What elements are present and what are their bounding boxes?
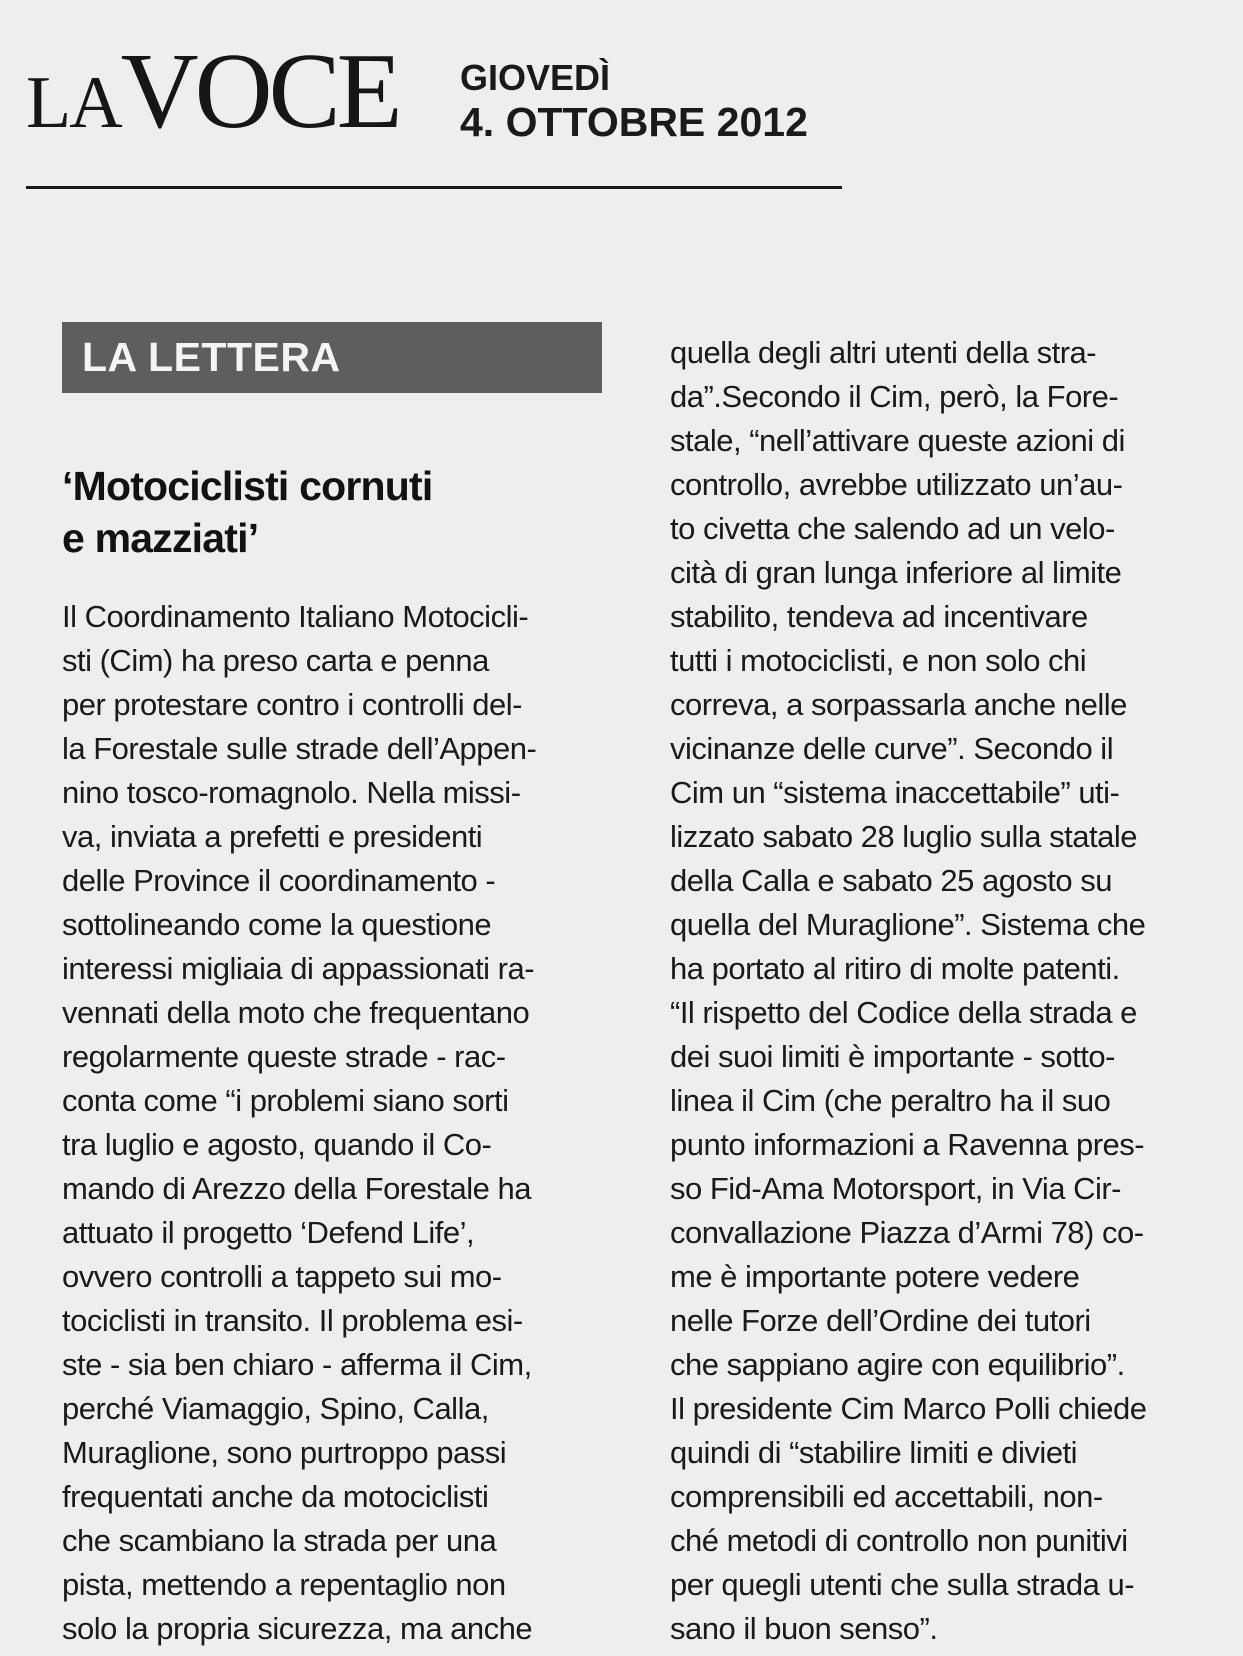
article-column-left	[62, 595, 622, 1651]
article-text-line: linea il Cim (che peraltro ha il suo	[670, 1083, 1111, 1118]
article-text-line: “Il rispetto del Codice della strada e	[670, 995, 1137, 1030]
article-text-line: quella del Muraglione”. Sistema che	[670, 907, 1146, 942]
article-column-right	[670, 331, 1225, 1651]
article-text-line: correva, a sorpassarla anche nelle	[670, 687, 1127, 722]
masthead-divider	[26, 186, 842, 189]
article-text-line: Muraglione, sono purtroppo passi	[62, 1435, 507, 1470]
article-text-line: ovvero controlli a tappeto sui mo-	[62, 1259, 502, 1294]
article-text-line: che scambiano la strada per una	[62, 1523, 497, 1558]
article-text-line: tociclisti in transito. Il problema esi-	[62, 1303, 523, 1338]
article-text-line: conta come “i problemi siano sorti	[62, 1083, 509, 1118]
article-text-line: vicinanze delle curve”. Secondo il	[670, 731, 1114, 766]
article-text-line: pista, mettendo a repentaglio non	[62, 1567, 506, 1602]
article-text-line: perché Viamaggio, Spino, Calla,	[62, 1391, 489, 1426]
article-text-line: controllo, avrebbe utilizzato un’au-	[670, 467, 1123, 502]
article-text-line: convallazione Piazza d’Armi 78) co-	[670, 1215, 1144, 1250]
issue-date	[460, 58, 808, 146]
article-text-line: sano il buon senso”.	[670, 1611, 938, 1646]
article-text-line: ha portato al ritiro di molte patenti.	[670, 951, 1120, 986]
article-text-line: tutti i motociclisti, e non solo chi	[670, 643, 1087, 678]
article-text-line: lizzato sabato 28 luglio sulla statale	[670, 819, 1137, 854]
issue-day: GIOVEDÌ	[460, 57, 611, 98]
article-text-line: nino tosco-romagnolo. Nella missi-	[62, 775, 521, 810]
section-label: LA LETTERA	[62, 322, 602, 393]
article-text-line: ste - sia ben chiaro - afferma il Cim,	[62, 1347, 532, 1382]
article-text-line: quindi di “stabilire limiti e divieti	[670, 1435, 1078, 1470]
article-text-line: Il Coordinamento Italiano Motocicli-	[62, 599, 529, 634]
article-text-line: per protestare contro i controlli del-	[62, 687, 523, 722]
article-text-line: attuato il progetto ‘Defend Life’,	[62, 1215, 475, 1250]
article-text-line: tra luglio e agosto, quando il Co-	[62, 1127, 492, 1162]
article-text-line: cità di gran lunga inferiore al limite	[670, 555, 1122, 590]
headline-line: ‘Motociclisti cornuti	[62, 463, 433, 509]
article-text-line: dei suoi limiti è importante - sotto-	[670, 1039, 1115, 1074]
article-text-line: vennati della moto che frequentano	[62, 995, 530, 1030]
article-text-line: mando di Arezzo della Forestale ha	[62, 1171, 531, 1206]
article-text-line: frequentati anche da motociclisti	[62, 1479, 489, 1514]
article-text-line: sottolineando come la questione	[62, 907, 492, 942]
article-text-line: della Calla e sabato 25 agosto su	[670, 863, 1112, 898]
article-text-line: me è importante potere vedere	[670, 1259, 1080, 1294]
article-text-line: sti (Cim) ha preso carta e penna	[62, 643, 489, 678]
newspaper-logo: LAVOCE	[26, 32, 399, 151]
article-text-line: va, inviata a prefetti e presidenti	[62, 819, 483, 854]
article-text-line: nelle Forze dell’Ordine dei tutori	[670, 1303, 1091, 1338]
article-text-line: punto informazioni a Ravenna pres-	[670, 1127, 1145, 1162]
article-headline	[62, 460, 602, 564]
article-text-line: Cim un “sistema inaccettabile” uti-	[670, 775, 1120, 810]
article-text-line: to civetta che salendo ad un velo-	[670, 511, 1115, 546]
article-text-line: so Fid-Ama Motorsport, in Via Cir-	[670, 1171, 1121, 1206]
article-text-line: per quegli utenti che sulla strada u-	[670, 1567, 1135, 1602]
article-text-line: la Forestale sulle strade dell’Appen-	[62, 731, 537, 766]
article-text-line: interessi migliaia di appassionati ra-	[62, 951, 535, 986]
article-text-line: quella degli altri utenti della stra-	[670, 335, 1097, 370]
article-text-line: stale, “nell’attivare queste azioni di	[670, 423, 1125, 458]
issue-date-text: 4. OTTOBRE 2012	[460, 99, 808, 145]
article-text-line: regolarmente queste strade - rac-	[62, 1039, 506, 1074]
article-text-line: da”.Secondo il Cim, però, la Fore-	[670, 379, 1119, 414]
article-text-line: stabilito, tendeva ad incentivare	[670, 599, 1088, 634]
article-text-line: delle Province il coordinamento -	[62, 863, 496, 898]
article-text-line: comprensibili ed accettabili, non-	[670, 1479, 1103, 1514]
headline-line: e mazziati’	[62, 515, 259, 561]
article-text-line: Il presidente Cim Marco Polli chiede	[670, 1391, 1147, 1426]
article-text-line: solo la propria sicurezza, ma anche	[62, 1611, 533, 1646]
article-text-line: ché metodi di controllo non punitivi	[670, 1523, 1128, 1558]
article-text-line: che sappiano agire con equilibrio”.	[670, 1347, 1125, 1382]
